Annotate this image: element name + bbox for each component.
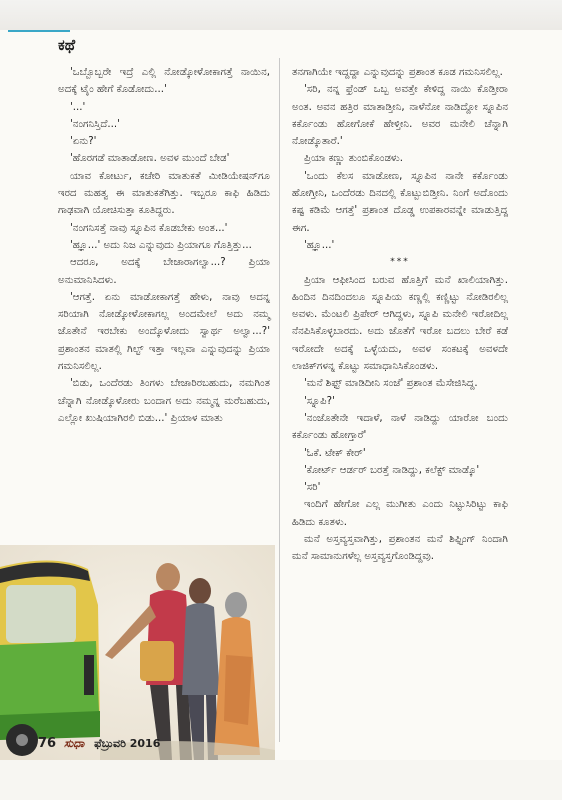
paragraph: 'ಏನು?' <box>70 136 97 148</box>
paragraph: ಪ್ರಿಯಾ ಕಣ್ಣು ತುಂಬಿಕೊಂಡಳು. <box>304 153 403 165</box>
header-bar <box>0 0 562 30</box>
paragraph: 'ಹ್ಞೂ...' ಅದು ನಿಜ ಎನ್ನುವುದು ಪ್ರಿಯಾಗೂ ಗೊತ್ತಿತ್ತು... <box>70 239 252 251</box>
auto-rickshaw <box>0 560 100 756</box>
paragraph: 'ನಂಜೊತೇನೇ ಇದಾಳೆ, ನಾಳೆ ನಾಡಿದ್ದು ಯಾರೋ ಬಂದು ಕರ್ಕೊಂಡು ಹೋಗ್ತಾರೆ' <box>292 412 508 442</box>
paragraph: 'ನಂಗನಿಸತ್ತೆ ನಾವು ಸ್ನೂಪಿನ ಕೊಡಬೇಕು ಅಂತ...' <box>70 222 228 234</box>
paragraph: 'ಹೊರಗಡೆ ಮಾತಾಡೋಣ. ಅವಳ ಮುಂದೆ ಬೇಡ' <box>70 153 230 165</box>
paragraph: '...' <box>70 101 86 113</box>
issue-date: ಫೆಬ್ರುವರಿ 2016 <box>94 737 161 750</box>
paragraph: 'ಒಂದು ಕೆಲಸ ಮಾಡೋಣ, ಸ್ನೂಪಿನ ನಾನೇ ಕರ್ಕೊಂಡು ಹೋಗ್ತೀನಿ, ಒಂದೆರಡು ದಿನದಲ್ಲಿ ಕೊಟ್ಬುಬಿಡ್ತೀನಿ. ನಿಂಗೆ ಅದೊಂದು ಕಷ್ಟ ಕಡಿಮೆ ಆಗತ್ತೆ' ಪ್ರಶಾಂತ ದೊಡ್ಡ ಉಪಕಾರವನ್ನೇ ಮಾಡುತ್ತಿದ್ದ ಈಗ. <box>292 170 508 234</box>
paragraph: ಆದರೂ, ಅದಕ್ಕೆ ಬೇಜಾರಾಗಲ್ವಾ...? ಪ್ರಿಯಾ ಅನುಮಾನಿಸಿದಳು. <box>58 257 270 286</box>
header-accent-line <box>8 30 70 32</box>
paragraph: 'ಸರಿ' <box>304 482 321 494</box>
paragraph: ತನಗಾಗಿಯೇ ಇದ್ದದ್ದಾ ಎನ್ನುವುದನ್ನು ಪ್ರಶಾಂತ ಕೂಡ ಗಮನಿಸಲಿಲ್ಲ. <box>292 67 503 78</box>
paragraph: ಪ್ರಿಯಾ ಆಫೀಸಿಂದ ಬರುವ ಹೊತ್ತಿಗೆ ಮನೆ ಖಾಲಿಯಾಗಿತ್ತು. ಹಿಂದಿನ ದಿನದಿಂದಲೂ ಸ್ನೂಪಿಯ ಕಣ್ಣಲ್ಲಿ ಕಣ್ಣಿಟ್ಟು ನೋಡಿರಲಿಲ್ಲ ಅವಳು. ಮೆಂಟಲಿ ಪ್ರಿಪೇರ್ ಆಗಿದ್ದಳು, ಸ್ನೂಪಿ ಮನೇಲಿ ಇರೋದಿಲ್ಲ ನೆನಪಿಸಿಕೊಳ್ಳಬಾರದು. ಅದು ಜೊತೆಗೆ ಇರೋ ಬದಲು ಬೇರೆ ಕಡೆ ಇರೋದೇ ಅದಕ್ಕೆ ಒಳ್ಳೆಯದು, ಅವಳ ಸಂಕಟಕ್ಕೆ ಅವಳದೇ ಲಾಜಿಕ್‌ಗಳನ್ನ ಕೊಟ್ಟು ಸಮಾಧಾನಿಸಿಕೊಂಡಳು. <box>292 274 508 373</box>
paragraph: 'ಸರಿ, ನನ್ನ ಫ್ರೆಂಡ್ ಒಬ್ಬ ಅವತ್ತೇ ಕೇಳಿದ್ದ ನಾಯಿ ಕೊಡ್ತೀರಾ ಅಂತ. ಅವನ ಹತ್ರಿರ ಮಾತಾಡ್ತೀನಿ, ನಾಳೆನೋ ನಾಡಿದ್ದೋ ಸ್ನೂಪಿನ ಕರ್ಕೊಂಡು ಹೋಗೋಕೆ ಹೇಳ್ತೀನಿ. ಅವರ ಮನೇಲಿ ಚೆನ್ನಾಗಿ ನೋಡ್ಕೊತಾರೆ.' <box>292 84 508 148</box>
paragraph: 'ಓಕೆ. ಟೇಕ್ ಕೇರ್' <box>304 447 366 459</box>
paragraph: 'ಆಗತ್ತೆ. ಏನು ಮಾಡೋಕಾಗತ್ತೆ ಹೇಳು, ನಾವು ಅದನ್ನ ಸರಿಯಾಗಿ ನೋಡ್ಕೋಳೋಕಾಗಲ್ಲ ಅಂದಮೇಲೆ ಅದು ನಮ್ಮ ಜೊತೇನೆ ಇರಬೇಕು ಅಂದ್ಕೊಳೋದು ಸ್ವಾರ್ಥ ಅಲ್ವಾ...?' ಪ್ರಶಾಂತನ ಮಾತಲ್ಲಿ ಗಿಲ್ಟ್ ಇತ್ತಾ ಇಲ್ಲವಾ ಎನ್ನುವುದನ್ನು ಪ್ರಿಯಾ ಗಮನಿಸಲಿಲ್ಲ. <box>58 291 270 373</box>
paragraph: ಯಾವ ಕೋರ್ಟು, ಕಚೇರಿ ಮಾತುಕತೆ ಮೀಡಿಯೇಷನ್‌ಗೂ ಇರದ ಮಹತ್ವ ಈ ಮಾತುಕತೆಗಿತ್ತು. ಇಬ್ಬರೂ ಕಾಫಿ ಹಿಡಿದು ಗಾಢವಾಗಿ ಯೋಚಿಸುತ್ತಾ ಕೂತಿದ್ದರು. <box>58 170 270 217</box>
paragraph: 'ನಂಗನಿಸ್ತಿದೆ...' <box>70 118 120 130</box>
section-separator: *** <box>390 257 410 268</box>
footer-bar <box>0 760 562 800</box>
paragraph: ಮನೆ ಅಸ್ತವ್ಯಸ್ತವಾಗಿತ್ತು, ಪ್ರಶಾಂತನ ಮನೆ ಶಿಫ್ಟಿಂಗ್ ನಿಂದಾಗಿ ಮನೆ ಸಾಮಾನುಗಳೆಲ್ಲ ಅಸ್ತವ್ಯಸ್ತಗೊಂಡಿದ್ದವು. <box>292 534 508 563</box>
paragraph: 'ಕೋರ್ಟ್ ಆರ್ಡರ್ ಬರತ್ತೆ ನಾಡಿದ್ದು, ಕಲೆಕ್ಟ್ ಮಾಡ್ಕೊ' <box>304 464 480 476</box>
page-number: 76 <box>38 736 57 751</box>
paragraph: ಇಂದಿಗೆ ಹೇಗೋ ಎಲ್ಲ ಮುಗೀತು ಎಂದು ನಿಟ್ಟುಸಿರಿಟ್ಟು ಕಾಫಿ ಹಿಡಿದು ಕೂತಳು. <box>292 499 508 528</box>
magazine-name: ಸುಧಾ <box>63 737 85 750</box>
section-label: ಕಥೆ <box>58 36 76 54</box>
paragraph: 'ಬಿಡು, ಒಂದೆರಡು ತಿಂಗಳು ಬೇಜಾರಿರಬಹುದು, ನಮಗಿಂತ ಚೆನ್ನಾಗಿ ನೋಡ್ಕೊಳೋರು ಬಂದಾಗ ಅದು ನಮ್ಮನ್ನ ಮರೆಬಹುದು, ಎಲ್ಲೋ ಖುಷಿಯಾಗಿರಲಿ ಬಿಡು...' ಪ್ರಿಯಾಳ ಮಾತು <box>58 378 270 424</box>
paragraph: 'ಮನೆ ಶಿಫ್ಟ್ ಮಾಡಿದೀನಿ ಸಂಜೆ' ಪ್ರಶಾಂತ ಮೆಸೇಜಿಸಿದ್ದ. <box>304 378 478 390</box>
paragraph: 'ಸ್ನೂಪಿ?' <box>304 395 335 407</box>
paragraph: 'ಹ್ಞೂ...' <box>304 239 335 251</box>
page-footer <box>38 736 160 751</box>
left-column <box>58 64 270 427</box>
right-column <box>292 64 508 566</box>
paragraph: 'ಒಬ್ಬೊಬ್ಬರೇ ಇದ್ರೆ ಎಲ್ಲಿ ನೋಡ್ಕೋಳೋಕಾಗತ್ತೆ ನಾಯಿನ, ಅದಕ್ಕೆ ಟೈಂ ಹೇಗೆ ಕೊಡೋದು...' <box>58 67 270 96</box>
column-divider <box>279 58 280 742</box>
